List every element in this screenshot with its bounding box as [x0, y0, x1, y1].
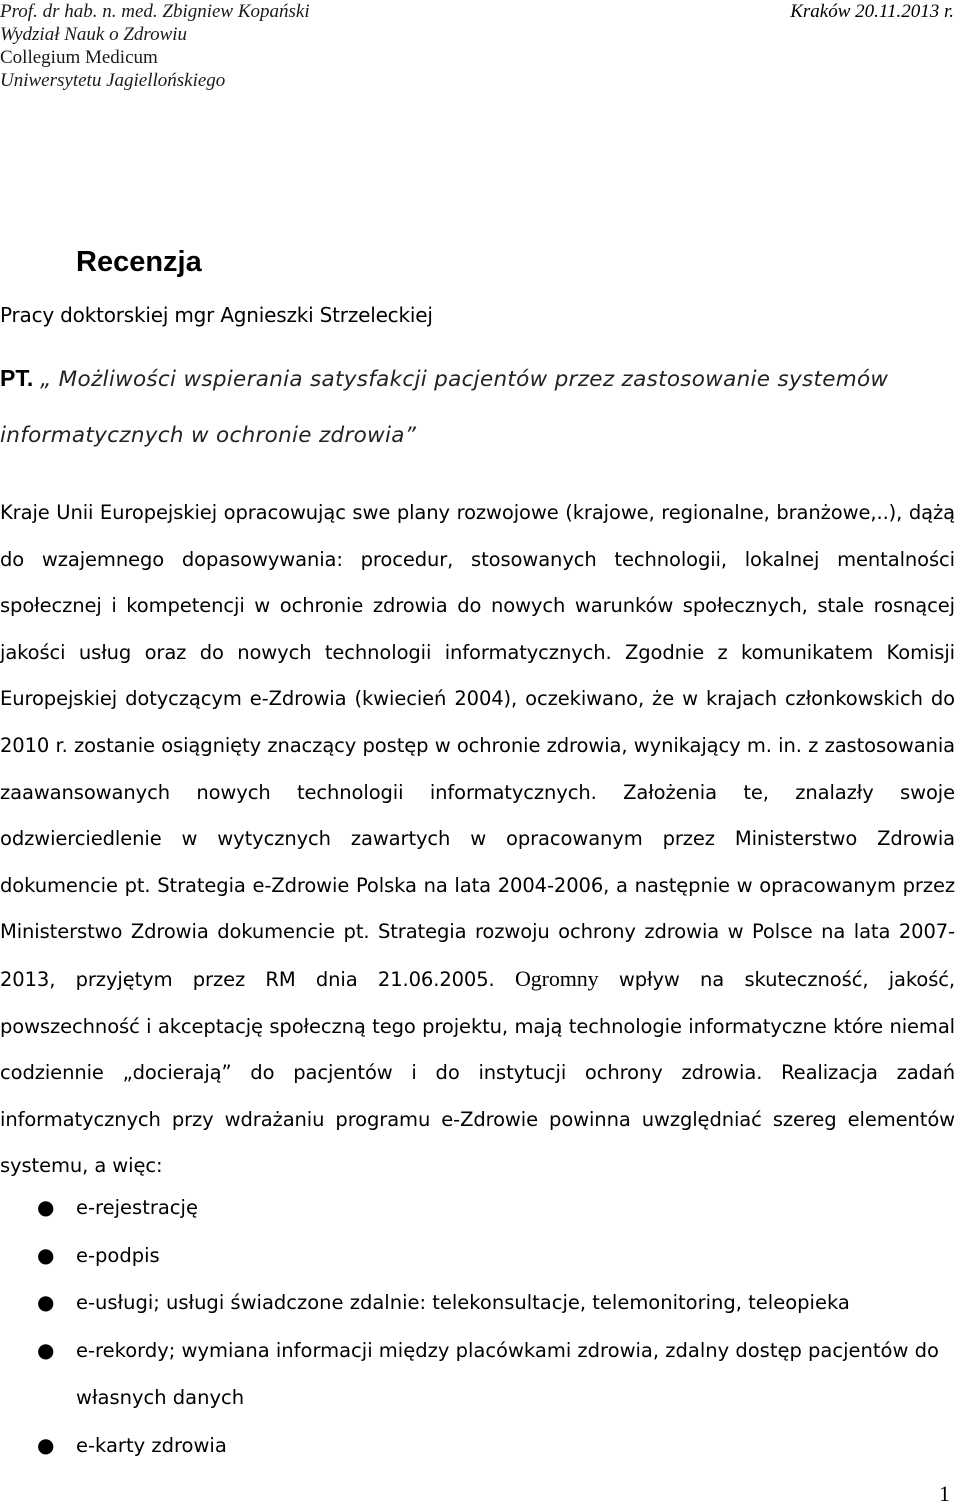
department: Wydział Nauk o Zdrowiu — [0, 24, 188, 45]
university: Uniwersytetu Jagiellońskiego — [0, 70, 226, 91]
body-part-2: Ogromny — [514, 965, 599, 991]
bullet-icon: ● — [37, 1242, 55, 1267]
author-block — [0, 0, 310, 92]
list-item: ● e-usługi; usługi świadczone zdalnie: telekonsultacje, telemonitoring, teleopieka — [0, 1279, 955, 1327]
list-item: ● e-karty zdrowia — [0, 1422, 955, 1470]
bullet-icon: ● — [37, 1195, 55, 1219]
page-number: 1 — [939, 1481, 950, 1506]
body-part-1: Kraje Unii Europejskiej opracowując swe plany rozwojowe (krajowe, regionalne, branżowe,..), dążą do wzajemnego dopasowywania: procedur, stosowanych technologii, lokalnej mentalności społecznej i kompetencji w ochronie zdrowia do nowych warunków społecznych, stale rosnącej jakości usług oraz do nowych technologii informatycznych. Zgodnie z komunikatem Komisji Europejskiej dotyczącym e-Zdrowia (kwiecień 2004), oczekiwano, że w krajach członkowskich do 2010 r. zostanie osiągnięty znaczący postęp w ochronie zdrowia, wynikający m. in. z zastosowania zaawansowanych nowych technologii informatycznych. Założenia te, znalazły swoje odzwierciedlenie w wytycznych zawartych w opracowanym przez Ministerstwo Zdrowia dokumencie pt. Strategia e-Zdrowie Polska na lata 2004-2006, a następnie w opracowanym przez Ministerstwo Zdrowia dokumencie pt. Strategia rozwoju ochrony zdrowia w Polsce na lata 2007-2013, przyjętym przez RM dnia 21.06.2005. — [0, 501, 955, 991]
thesis-name: „ Możliwości wspierania satysfakcji pacjentów przez zastosowanie systemów informatycznych w ochronie zdrowia” — [0, 367, 889, 448]
document-title: Recenzja — [76, 246, 202, 278]
list-item: ● e-rejestrację — [0, 1184, 955, 1232]
list-item: ● e-podpis — [0, 1232, 955, 1280]
bullet-icon: ● — [37, 1290, 55, 1314]
body-paragraph — [0, 490, 955, 1190]
bullet-icon: ● — [37, 1337, 55, 1362]
author-name: Prof. dr hab. n. med. Zbigniew Kopański — [0, 1, 310, 22]
bullet-icon: ● — [37, 1432, 55, 1457]
college: Collegium Medicum — [0, 47, 158, 68]
element-list — [0, 1184, 955, 1469]
place-date: Kraków 20.11.2013 r. — [790, 1, 954, 22]
thesis-author: Pracy doktorskiej mgr Agnieszki Strzeleckiej — [0, 303, 433, 327]
body-part-3: wpływ na skuteczność, jakość, powszechność i akceptację społeczną tego projektu, mają technologie informatyczne które niemal codziennie „docierają” do pacjentów i do instytucji ochrony zdrowia. Realizacja zadań informatycznych przy wdrażaniu programu e-Zdrowie powinna uwzględniać szereg elementów systemu, a więc: — [0, 967, 955, 1178]
list-item: ● e-rekordy; wymiana informacji między placówkami zdrowia, zdalny dostęp pacjentów do własnych danych — [0, 1327, 955, 1422]
thesis-title — [0, 350, 955, 464]
thesis-prefix: PT. — [0, 365, 34, 391]
